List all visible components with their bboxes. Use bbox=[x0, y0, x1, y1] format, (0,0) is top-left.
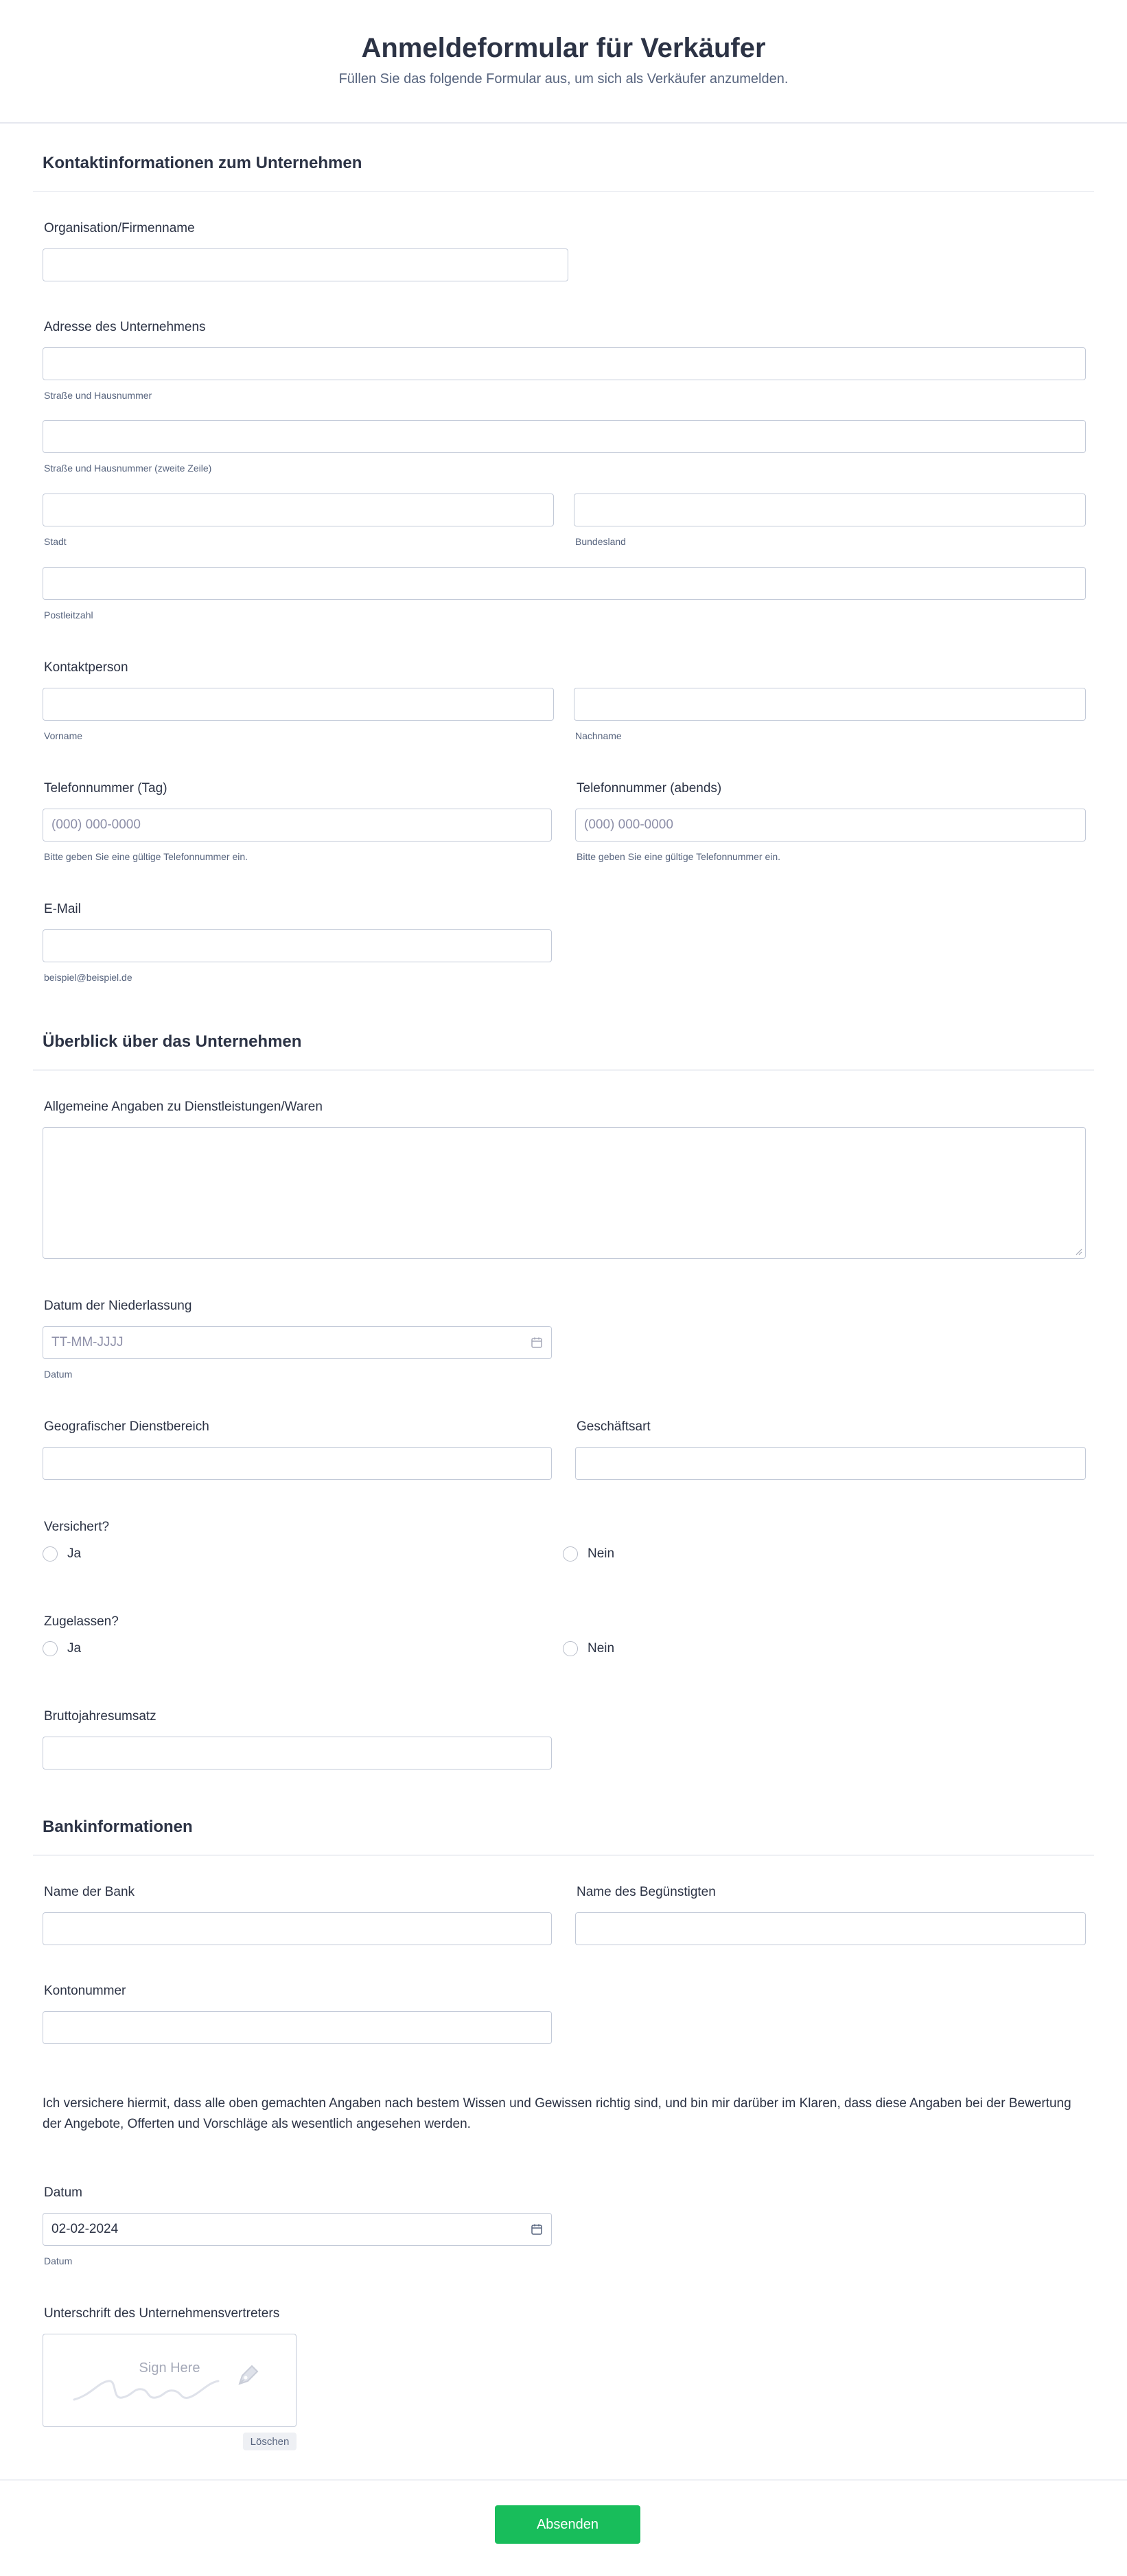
city-sublabel: Stadt bbox=[44, 536, 67, 547]
established-label: Datum der Niederlassung bbox=[44, 1299, 192, 1313]
resize-handle-icon[interactable] bbox=[1076, 1249, 1082, 1255]
account-number-input[interactable] bbox=[43, 2011, 552, 2044]
street-input[interactable] bbox=[43, 347, 1086, 380]
date-value: 02-02-2024 bbox=[51, 2222, 119, 2236]
radio-circle[interactable] bbox=[563, 1641, 578, 1656]
insured-no-radio[interactable] bbox=[563, 1546, 614, 1562]
radio-circle[interactable] bbox=[43, 1546, 58, 1562]
section-title-bank: Bankinformationen bbox=[43, 1818, 193, 1836]
insured-label: Versichert? bbox=[44, 1520, 110, 1534]
beneficiary-label: Name des Begünstigten bbox=[577, 1885, 716, 1899]
form-title: Anmeldeformular für Verkäufer bbox=[361, 33, 766, 63]
phone-day-input[interactable] bbox=[43, 809, 552, 842]
street2-sublabel: Straße und Hausnummer (zweite Zeile) bbox=[44, 463, 212, 474]
date-sublabel: Datum bbox=[44, 2255, 73, 2266]
email-input[interactable] bbox=[43, 929, 552, 962]
state-sublabel: Bundesland bbox=[575, 536, 626, 547]
footer-divider bbox=[0, 2479, 1127, 2481]
services-textarea[interactable] bbox=[43, 1127, 1086, 1259]
phone-evening-label: Telefonnummer (abends) bbox=[577, 781, 722, 796]
insured-yes-radio[interactable] bbox=[43, 1546, 81, 1562]
licensed-yes-radio[interactable] bbox=[43, 1641, 81, 1656]
pen-icon bbox=[234, 2360, 263, 2389]
radio-circle[interactable] bbox=[563, 1546, 578, 1562]
address-label: Adresse des Unternehmens bbox=[44, 320, 206, 334]
date-input[interactable] bbox=[43, 2213, 552, 2246]
established-placeholder: TT-MM-JJJJ bbox=[51, 1335, 124, 1349]
organisation-input[interactable] bbox=[43, 248, 568, 281]
insured-yes-label: Ja bbox=[67, 1546, 82, 1561]
revenue-input[interactable] bbox=[43, 1737, 552, 1769]
account-number-label: Kontonummer bbox=[44, 1984, 126, 1998]
calendar-icon[interactable] bbox=[531, 1336, 543, 1349]
email-label: E-Mail bbox=[44, 902, 81, 916]
signature-pad[interactable] bbox=[43, 2334, 297, 2427]
declaration-text: Ich versichere hiermit, dass alle oben gemachten Angaben nach bestem Wissen und Gewissen richtig sind, und bin mir darüber im Klaren, dass diese Angaben bei der Bewertung der Angebote, Offerten und Vorschläge als wesentlich angesehen werden. bbox=[43, 2096, 1071, 2131]
form-subtitle: Füllen Sie das folgende Formular aus, um sich als Verkäufer anzumelden. bbox=[338, 71, 789, 86]
licensed-yes-label: Ja bbox=[67, 1641, 82, 1656]
last-name-input[interactable] bbox=[574, 688, 1086, 721]
section-title-contact: Kontaktinformationen zum Unternehmen bbox=[43, 154, 362, 172]
email-hint: beispiel@beispiel.de bbox=[44, 972, 132, 983]
service-area-input[interactable] bbox=[43, 1447, 552, 1480]
bank-name-input[interactable] bbox=[43, 1912, 552, 1945]
section-title-overview: Überblick über das Unternehmen bbox=[43, 1032, 302, 1051]
city-input[interactable] bbox=[43, 494, 554, 526]
services-label: Allgemeine Angaben zu Dienstleistungen/Waren bbox=[44, 1100, 323, 1114]
radio-circle[interactable] bbox=[43, 1641, 58, 1656]
state-input[interactable] bbox=[574, 494, 1086, 526]
licensed-no-radio[interactable] bbox=[563, 1641, 614, 1656]
street-sublabel: Straße und Hausnummer bbox=[44, 390, 152, 401]
phone-evening-input[interactable] bbox=[575, 809, 1086, 842]
zip-sublabel: Postleitzahl bbox=[44, 610, 93, 620]
zip-input[interactable] bbox=[43, 567, 1086, 600]
first-name-input[interactable] bbox=[43, 688, 554, 721]
established-sublabel: Datum bbox=[44, 1369, 73, 1380]
signature-placeholder: Sign Here bbox=[139, 2360, 200, 2376]
revenue-label: Bruttojahresumsatz bbox=[44, 1709, 156, 1724]
licensed-no-label: Nein bbox=[588, 1641, 615, 1656]
submit-button[interactable]: Absenden bbox=[495, 2505, 640, 2544]
first-name-sublabel: Vorname bbox=[44, 730, 83, 741]
contact-person-label: Kontaktperson bbox=[44, 660, 128, 675]
business-type-input[interactable] bbox=[575, 1447, 1086, 1480]
section-divider bbox=[33, 191, 1094, 192]
phone-evening-hint: Bitte geben Sie eine gültige Telefonnummer ein. bbox=[577, 851, 781, 862]
insured-no-label: Nein bbox=[588, 1546, 615, 1561]
phone-day-hint: Bitte geben Sie eine gültige Telefonnummer ein. bbox=[44, 851, 248, 862]
last-name-sublabel: Nachname bbox=[575, 730, 622, 741]
phone-evening-placeholder: (000) 000-0000 bbox=[584, 817, 673, 832]
section-divider bbox=[33, 1069, 1094, 1071]
business-type-label: Geschäftsart bbox=[577, 1419, 651, 1434]
calendar-icon[interactable] bbox=[531, 2223, 543, 2236]
licensed-label: Zugelassen? bbox=[44, 1614, 119, 1629]
beneficiary-input[interactable] bbox=[575, 1912, 1086, 1945]
phone-day-label: Telefonnummer (Tag) bbox=[44, 781, 167, 796]
clear-signature-button[interactable]: Löschen bbox=[243, 2433, 297, 2450]
organisation-label: Organisation/Firmenname bbox=[44, 221, 195, 235]
form-header bbox=[0, 0, 1127, 124]
date-label: Datum bbox=[44, 2185, 82, 2200]
signature-label: Unterschrift des Unternehmensvertreters bbox=[44, 2306, 280, 2321]
established-date-input[interactable] bbox=[43, 1326, 552, 1359]
phone-day-placeholder: (000) 000-0000 bbox=[51, 817, 141, 832]
street2-input[interactable] bbox=[43, 420, 1086, 453]
bank-name-label: Name der Bank bbox=[44, 1885, 135, 1899]
service-area-label: Geografischer Dienstbereich bbox=[44, 1419, 209, 1434]
section-divider bbox=[33, 1855, 1094, 1856]
